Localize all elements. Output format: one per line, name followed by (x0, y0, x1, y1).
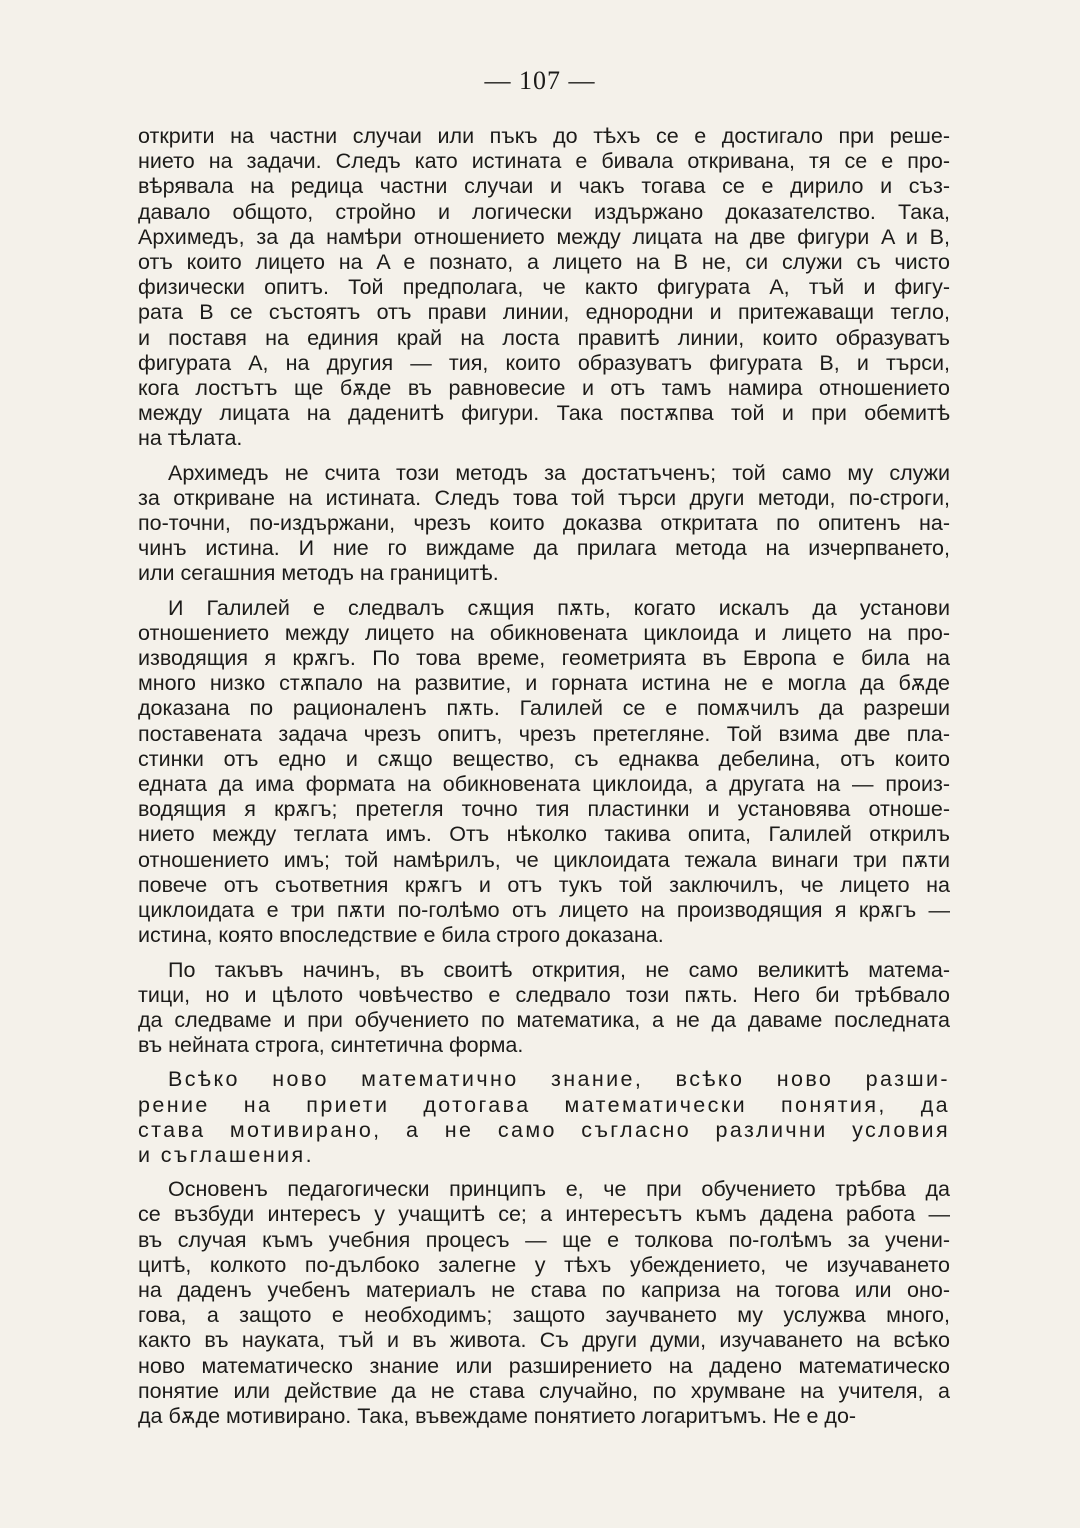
text-line: нието на задачи. Следъ като истината е бивала откривана, тя се е про- (138, 149, 950, 174)
text-line: отъ които лицето на A е познато, а лицето на B не, си служи съ чисто (138, 250, 950, 275)
text-line: По такъвъ начинъ, въ своитѣ открития, не само великитѣ матема- (168, 957, 950, 982)
text-line: нието между теглата имъ. Отъ нѣколко такива опита, Галилей открилъ (138, 822, 950, 847)
text-line: открити на частни случаи или пъкъ до тѣхъ се е достигало при реше- (138, 124, 950, 148)
text-line: стинки отъ едно и сѫщо вещество, съ еднаква дебелина, отъ които (138, 746, 950, 771)
text-line: рение на приети дотогава математически понятия, да (138, 1092, 950, 1117)
text-line: понятие или действие да не става случайно, по хрумване на учителя, а (138, 1378, 950, 1403)
paragraph-gap (138, 949, 950, 958)
text-line: да бѫде мотивирано. Така, въвеждаме понятието логаритъмъ. Не е до- (138, 1403, 857, 1428)
text-line: цитѣ, колкото по-дълбоко залегне у тѣхъ убеждението, че изучаването (138, 1252, 950, 1277)
text-line: доказана по рационаленъ пѫть. Галилей се е помѫчилъ да разреши (138, 696, 950, 721)
text-line: изводящия я крѫгъ. По това време, геометрията въ Европа е била на (138, 646, 950, 671)
text-line: за откриване на истината. Следъ това той търси други методи, по-строги, (138, 485, 950, 510)
text-line: истина, която впоследствие е била строго доказана. (138, 923, 664, 948)
paragraph (138, 1177, 950, 1429)
text-line: циклоидата е три пѫти по-голѣмо отъ лицето на производящия я крѫгъ — (138, 898, 950, 923)
text-line: много низко стѫпало на развитие, и горната истина не е могла да бѫде (138, 671, 950, 696)
text-line: на даденъ учебенъ материалъ не става по каприза на тогова или оно- (138, 1277, 950, 1302)
text-line: Архимедъ не счита този методъ за достатъченъ; той само му служи (168, 460, 950, 485)
text-line: въ нейната строга, синтетична форма. (138, 1033, 524, 1058)
text-line: и поставя на единия край на лоста правитѣ линии, които образуватъ (138, 325, 950, 350)
paragraph-gap (138, 452, 950, 461)
paragraph (138, 596, 950, 949)
paragraph-emphasized (138, 1067, 950, 1168)
text-line: отношението между лицето на обикновената циклоида и лицето на про- (138, 620, 950, 645)
text-line: или сегашния методъ на границитѣ. (138, 561, 499, 586)
text-line: ново математическо знание или разширението на дадено математическо (138, 1353, 950, 1378)
text-line: давало общото, стройно и логически издържано доказателство. Така, (138, 199, 950, 224)
text-line: Основенъ педагогически принципъ е, че при обучението трѣбва да (168, 1177, 950, 1202)
text-line: Всѣко ново математично знание, всѣко ново разши- (168, 1067, 950, 1092)
paragraph (138, 958, 950, 1059)
paragraph-gap (138, 1168, 950, 1177)
text-line: по-точни, по-издържани, чрезъ които доказва откритата по опитенъ на- (138, 511, 950, 536)
text-line: водящия я крѫгъ; претегля точно тия пластинки и установява отноше- (138, 797, 950, 822)
text-line: И Галилей е следвалъ сѫщия пѫть, когато искалъ да установи (168, 595, 950, 620)
text-line: Архимедъ, за да намѣри отношението между лицата на две фигури A и B, (138, 224, 950, 249)
text-line: гова, а защото е необходимъ; защото заучването му услужва много, (138, 1303, 950, 1328)
text-line: едната да има формата на обикновената циклоида, а другата на — произ- (138, 772, 950, 797)
paragraph (138, 461, 950, 587)
paragraph (138, 124, 950, 452)
text-line: кога лостътъ ще бѫде въ равновесие и отъ тамъ намира отношението (138, 376, 950, 401)
text-line: поставената задача чрезъ опитъ, чрезъ претегляне. Той взима две пла- (138, 721, 950, 746)
text-line: отношението имъ; той намѣрилъ, че циклоидата тежала винаги три пѫти (138, 847, 950, 872)
body-text (138, 124, 950, 1429)
page-number: — 107 — (484, 66, 596, 95)
text-line: повече отъ съответния крѫгъ и отъ тукъ той заключилъ, че лицето на (138, 872, 950, 897)
text-line: фигурата A, на другия — тия, които образуватъ фигурата B, и търси, (138, 350, 950, 375)
text-line: и съглашения. (138, 1142, 314, 1167)
text-line: тици, но и цѣлото човѣчество е следвало този пѫть. Него би трѣбвало (138, 982, 950, 1007)
text-line: физически опитъ. Той предполага, че както фигурата A, тъй и фигу- (138, 275, 950, 300)
paragraph-gap (138, 587, 950, 596)
text-line: въ случая къмъ учебния процесъ — ще е толкова по-голѣмъ за учени- (138, 1227, 950, 1252)
text-line: вѣрявала на редица частни случаи и чакъ тогава се е дирило и съз- (138, 174, 950, 199)
text-line: на тѣлата. (138, 426, 243, 451)
text-line: чинъ истина. И ние го виждаме да прилага метода на изчерпването, (138, 536, 950, 561)
text-line: между лицата на даденитѣ фигури. Така постѫпва той и при обемитѣ (138, 401, 950, 426)
text-line: да следваме и при обучението по математика, а не да даваме последната (138, 1007, 950, 1032)
paragraph-gap (138, 1058, 950, 1067)
text-line: става мотивирано, а не само съгласно различни условия (138, 1117, 950, 1142)
text-line: рата B се състоятъ отъ прави линии, еднородни и притежаващи тегло, (138, 300, 950, 325)
text-line: както въ науката, тъй и въ живота. Съ други думи, изучаването на всѣко (138, 1328, 950, 1353)
text-line: се възбуди интересъ у учащитѣ се; а интересътъ къмъ дадена работа — (138, 1202, 950, 1227)
